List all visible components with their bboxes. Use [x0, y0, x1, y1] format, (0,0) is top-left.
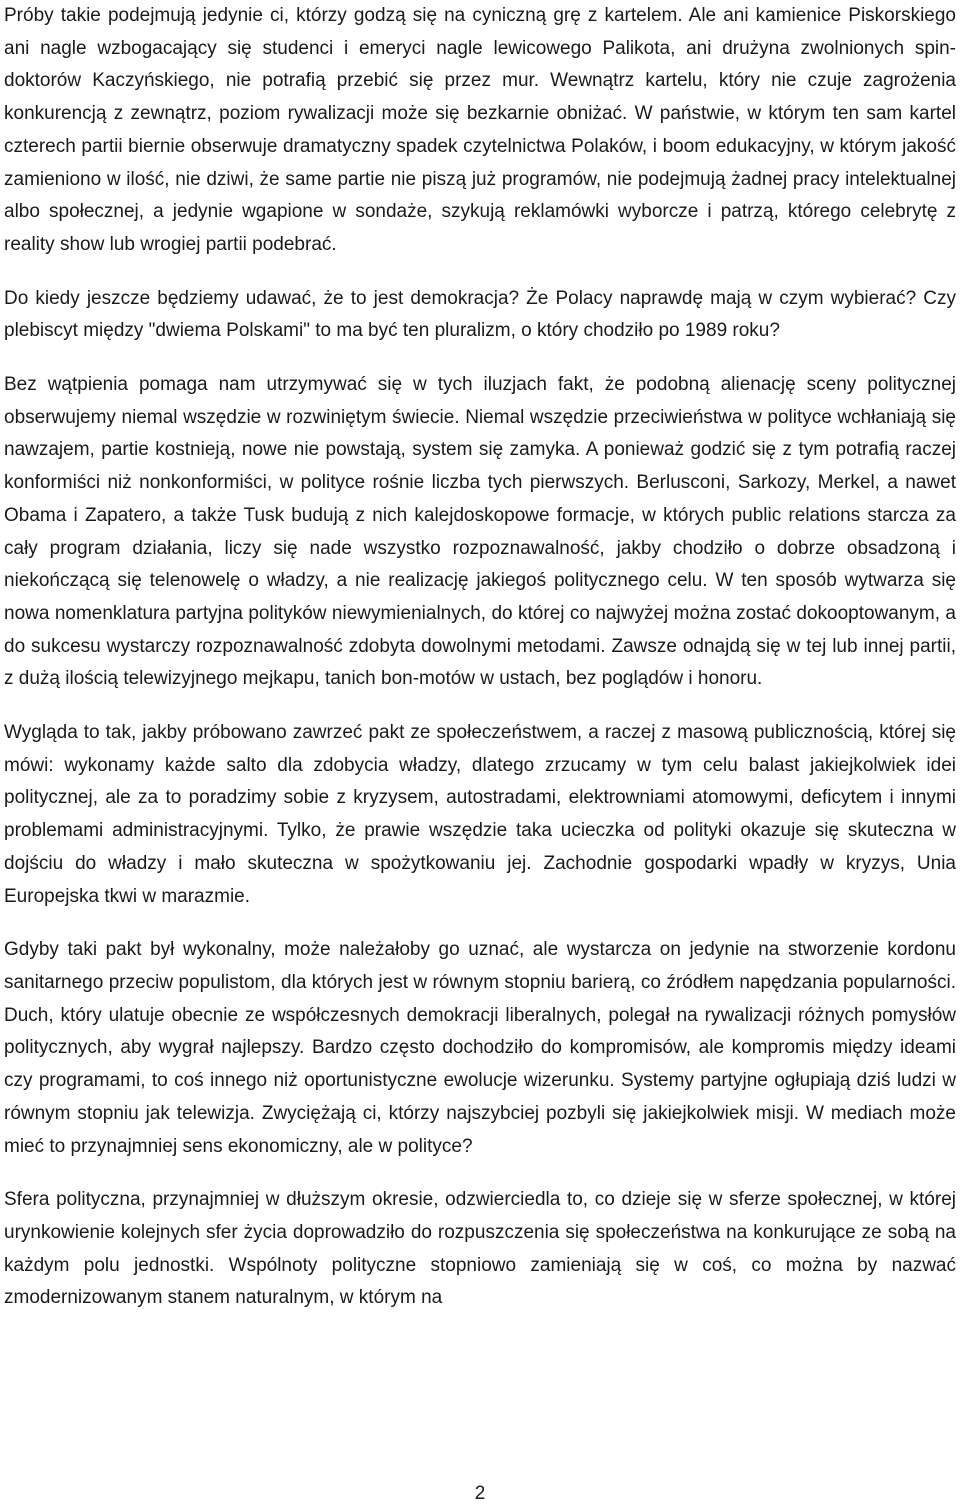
- paragraph-4: Wygląda to tak, jakby próbowano zawrzeć pakt ze społeczeństwem, a raczej z masową publicznością, której się mówi: wykonamy każde salto dla zdobycia władzy, dlatego zrzucamy w tym celu balast jakiejkolwiek idei politycznej, ale za to poradzimy sobie z kryzysem, autostradami, elektrowniami atomowymi, deficytem i innymi problemami administracyjnymi. Tylko, że prawie wszędzie taka ucieczka od polityki okazuje się skuteczna w dojściu do władzy i mało skuteczna w spożytkowaniu jej. Zachodnie gospodarki wpadły w kryzys, Unia Europejska tkwi w marazmie.: [4, 722, 956, 907]
- paragraph-5: Gdyby taki pakt był wykonalny, może należałoby go uznać, ale wystarcza on jedynie na stworzenie kordonu sanitarnego przeciw populistom, dla których jest w równym stopniu barierą, co źródłem napędzania popularności. Duch, który ulatuje obecnie ze współczesnych demokracji liberalnych, polegał na rywalizacji różnych pomysłów politycznych, aby wygrał najlepszy. Bardzo często dochodziło do kompromisów, ale kompromis między ideami czy programami, to coś innego niż oportunistyczne ewolucje wizerunku. Systemy partyjne ogłupiają dziś ludzi w równym stopniu jak telewizja. Zwyciężają ci, którzy najszybciej pozbyli się jakiejkolwiek misji. W mediach może mieć to przynajmniej sens ekonomiczny, ale w polityce?: [4, 939, 956, 1157]
- paragraph-2: Do kiedy jeszcze będziemy udawać, że to jest demokracja? Że Polacy naprawdę mają w czym wybierać? Czy plebiscyt między "dwiema Polskami" to ma być ten pluralizm, o który chodziło po 1989 roku?: [4, 287, 956, 342]
- page-number: 2: [474, 1483, 486, 1504]
- paragraph-1: Próby takie podejmują jedynie ci, którzy godzą się na cyniczną grę z kartelem. Ale ani kamienice Piskorskiego ani nagle wzbogacający się studenci i emeryci nagle lewicowego Palikota, ani drużyna zwolnionych spin-doktorów Kaczyńskiego, nie potrafią przebić się przez mur. Wewnątrz kartelu, który nie czuje zagrożenia konkurencją z zewnątrz, poziom rywalizacji może się bezkarnie obniżać. W państwie, w którym ten sam kartel czterech partii biernie obserwuje dramatyczny spadek czytelnictwa Polaków, i boom edukacyjny, w którym jakość zamieniono w ilość, nie dziwi, że same partie nie piszą już programów, nie podejmują żadnej pracy intelektualnej albo społecznej, a jedynie wgapione w sondaże, szykują reklamówki wyborcze i patrzą, którego celebrytę z reality show lub wrogiej partii podebrać.: [4, 5, 956, 255]
- document-body: [4, 0, 956, 1336]
- paragraph-3: Bez wątpienia pomaga nam utrzymywać się w tych iluzjach fakt, że podobną alienację sceny politycznej obserwujemy niemal wszędzie w rozwiniętym świecie. Niemal wszędzie przeciwieństwa w polityce wchłaniają się nawzajem, partie kostnieją, nowe nie powstają, system się zamyka. A ponieważ godzić się z tym potrafią raczej konformiści niż nonkonformiści, w polityce rośnie liczba tych pierwszych. Berlusconi, Sarkozy, Merkel, a nawet Obama i Zapatero, a także Tusk budują z nich kalejdoskopowe formacje, w których public relations starcza za cały program działania, liczy się nade wszystko rozpoznawalność, jakby chodziło o dobrze obsadzoną i niekończącą się telenowelę o władzy, a nie realizację jakiegoś politycznego celu. W ten sposób wytwarza się nowa nomenklatura partyjna polityków niewymienialnych, do której co najwyżej można zostać dokooptowanym, a do sukcesu wystarczy rozpoznawalność zdobyta dowolnymi metodami. Zawsze odnajdą się w tej lub innej partii, z dużą ilością telewizyjnego mejkapu, tanich bon-motów w ustach, bez poglądów i honoru.: [4, 374, 956, 690]
- paragraph-6: Sfera polityczna, przynajmniej w dłuższym okresie, odzwierciedla to, co dzieje się w sferze społecznej, w której urynkowienie kolejnych sfer życia doprowadziło do rozpuszczenia się społeczeństwa na konkurujące ze sobą na każdym polu jednostki. Wspólnoty polityczne stopniowo zamieniają się w coś, co można by nazwać zmodernizowanym stanem naturalnym, w którym na: [4, 1189, 956, 1309]
